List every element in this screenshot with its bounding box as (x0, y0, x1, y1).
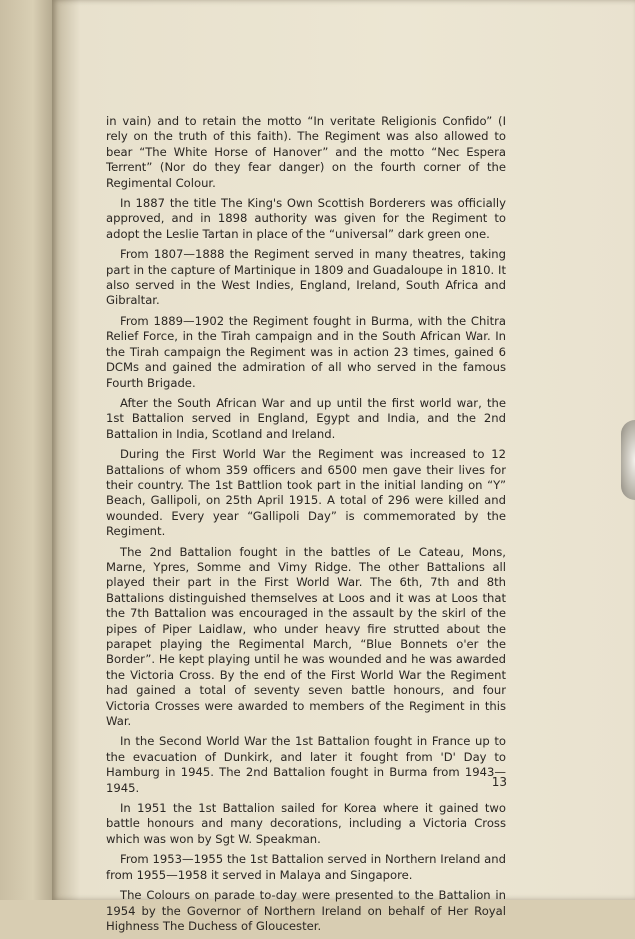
paragraph: In 1951 the 1st Battalion sailed for Korea where it gained two battle honours and many decorations, including a Victoria Cross which was won by Sgt W. Speakman. (106, 801, 506, 846)
body-text (106, 114, 506, 939)
binding-clip (621, 420, 635, 500)
paragraph: From 1807—1888 the Regiment served in many theatres, taking part in the capture of Martinique in 1809 and Guadaloupe in 1810. It also served in the West Indies, England, Ireland, South Africa and Gibraltar. (106, 247, 506, 308)
left-page-edge (0, 0, 60, 900)
paragraph: in vain) and to retain the motto “In veritate Religionis Confido” (I rely on the truth of this faith). The Regiment was also allowed to bear “The White Horse of Hanover” and the motto “Nec Espera Terrent” (Nor do they fear danger) on the fourth corner of the Regimental Colour. (106, 114, 506, 190)
paragraph: In the Second World War the 1st Battalion fought in France up to the evacuation of Dunkirk, and later it fought from 'D' Day to Hamburg in 1945. The 2nd Battalion fought in Burma from 1943—1945. (106, 734, 506, 795)
paragraph: After the South African War and up until the first world war, the 1st Battalion served in England, Egypt and India, and the 2nd Battalion in India, Scotland and Ireland. (106, 395, 506, 441)
page-number: 13 (491, 775, 507, 789)
paragraph: The 2nd Battalion fought in the battles of Le Cateau, Mons, Marne, Ypres, Somme and Vimy Ridge. The other Battalions all played their part in the First World War. The 6th, 7th and 8th Battalions distinguished themselves at Loos and it was at Loos that the 7th Battalion was encouraged in the assault by the skirl of the pipes of Piper Laidlaw, who under heavy fire strutted about the parapet playing the Regimental March, “Blue Bonnets o'er the Border”. He kept playing until he was wounded and he was awarded the Victoria Cross. By the end of the First World War the Regiment had gained a total of seventy seven battle honours, and four Victoria Crosses were awarded to members of the Regiment in this War. (106, 544, 506, 729)
paragraph: In 1887 the title The King's Own Scottish Borderers was officially approved, and in 1898 authority was given for the Regiment to adopt the Leslie Tartan in place of the “universal” dark green one. (106, 196, 506, 241)
paragraph: From 1953—1955 the 1st Battalion served in Northern Ireland and from 1955—1958 it served in Malaya and Singapore. (106, 852, 506, 882)
paragraph: From 1889—1902 the Regiment fought in Burma, with the Chitra Relief Force, in the Tirah campaign and in the South African War. In the Tirah campaign the Regiment was in action 23 times, gained 6 DCMs and gained the admiration of all who served in the famous Fourth Brigade. (106, 313, 506, 390)
paragraph: The Colours on parade to-day were presented to the Battalion in 1954 by the Governor of Northern Ireland on behalf of Her Royal Highness The Duchess of Gloucester. (106, 888, 506, 933)
paragraph: During the First World War the Regiment was increased to 12 Battalions of whom 359 officers and 6500 men gave their lives for their country. The 1st Battlion took part in the initial landing on “Y” Beach, Gallipoli, on 25th April 1915. A total of 296 were killed and wounded. Every year “Gallipoli Day” is commemorated by the Regiment. (106, 447, 506, 539)
